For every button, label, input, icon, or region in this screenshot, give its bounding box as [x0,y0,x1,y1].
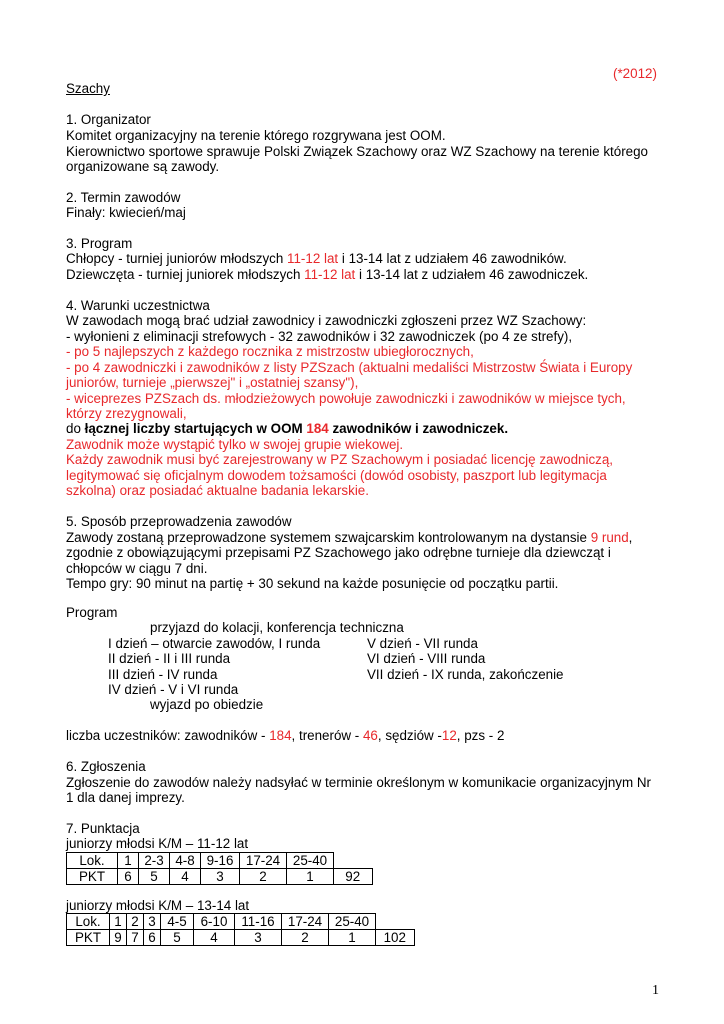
table-cell: 4-8 [170,853,201,869]
section-4-line-1: W zawodach mogą brać udział zawodnicy i zawodniczki zgłoszeni przez WZ Szachowy: [66,313,587,328]
section-4-line-11: legitymować się oficjalnym dowodem tożsamości (dowód osobisty, paszport lub legitymacja [66,468,607,483]
table-cell: 2 [127,914,144,930]
boys-text-b: i 13-14 lat z udziałem 46 zawodników. [338,251,567,266]
section-1-line-1: Komitet organizacyjny na terenie którego rozgrywana jest OOM. [66,128,446,143]
program-day-6: VI dzień - VIII runda [367,651,486,666]
section-5-line-3: chłopców w ciągu 7 dni. [66,561,208,576]
counts-text-c: , sędziów - [377,728,442,743]
section-4-line-4: - po 4 zawodniczki i zawodników z listy PZSzach (aktualni medaliści Mistrzostw Świata i Europy [66,360,633,375]
table-cell: 4 [170,869,201,885]
participant-counts [66,728,504,744]
table-cell: 2 [240,869,287,885]
table-1-caption: juniorzy młodsi K/M – 11-12 lat [66,836,249,851]
document-title: Szachy [66,81,110,96]
points-table-13-14 [66,913,415,946]
total-text-c: zawodników i zawodniczek. [328,421,509,436]
table-cell: 11-16 [235,914,282,930]
section-3-boys [66,251,567,267]
table-row [67,930,415,946]
table-cell: 17-24 [240,853,287,869]
total-text-b: łącznej liczby startujących w OOM [84,421,307,436]
section-1-heading: 1. Organizator [66,112,151,127]
program-day-7: VII dzień - IX runda, zakończenie [367,667,564,682]
table-cell: 9-16 [201,853,240,869]
section-4-line-5: juniorów, turnieje „pierwszej" i „ostatniej szansy"), [66,375,359,390]
section-4-heading: 4. Warunki uczestnictwa [66,298,210,313]
boys-age: 11-12 lat [287,251,339,266]
counts-text-b: , trenerów - [291,728,363,743]
section-4-line-6: - wiceprezes PZSzach ds. młodzieżowych powołuje zawodniczki i zawodników w miejsce tych, [66,391,626,406]
section-7-heading: 7. Punktacja [66,821,140,836]
table-cell: 5 [139,869,170,885]
table-cell: 1 [287,869,334,885]
table-total: 92 [334,869,373,885]
table-cell: 3 [235,930,282,946]
table-cell: 25-40 [329,914,376,930]
section-6-heading: 6. Zgłoszenia [66,759,146,774]
points-table-11-12 [66,852,373,885]
table-cell: 1 [118,853,139,869]
section-4-line-10: Każdy zawodnik musi być zarejestrowany w PZ Szachowym i posiadać licencję zawodniczą, [66,452,614,467]
table-cell: Lok. [67,914,110,930]
rounds-count: 9 rund [590,530,629,545]
table-cell: 4 [194,930,235,946]
table-cell: PKT [67,869,118,885]
program-day-4: IV dzień - V i VI runda [108,682,239,697]
total-text-a: do [66,421,85,436]
girls-text-b: i 13-14 lat z udziałem 46 zawodniczek. [355,267,589,282]
table-cell: 7 [127,930,144,946]
section-3-girls [66,267,588,283]
system-text-b: , [628,530,633,545]
referees-count: 12 [441,728,457,743]
system-text-a: Zawody zostaną przeprowadzone systemem szwajcarskim kontrolowanym na dystansie [66,530,591,545]
table-cell: 5 [161,930,194,946]
total-number: 184 [306,421,329,436]
section-6-line-2: 1 dla danej imprezy. [66,790,185,805]
table-cell: 6-10 [194,914,235,930]
girls-age: 11-12 lat [304,267,356,282]
section-5-line-2: zgodnie z obowiązującymi przepisami PZ Szachowego jako odrębne turnieje dla dziewcząt i [66,545,611,560]
table-row [67,869,373,885]
table-cell: 3 [144,914,161,930]
year-note: (*2012) [613,66,657,81]
counts-text-d: , pzs - 2 [456,728,505,743]
section-4-line-12: szkolna) oraz posiadać aktualne badania lekarskie. [66,483,369,498]
section-5-heading: 5. Sposób przeprowadzenia zawodów [66,514,292,529]
table-cell: 3 [201,869,240,885]
table-cell: 6 [144,930,161,946]
page-number: 1 [652,983,659,998]
table-cell: 4-5 [161,914,194,930]
table-total: 102 [376,930,415,946]
section-2-line-1: Finały: kwiecień/maj [66,205,186,220]
girls-text-a: Dziewczęta - turniej juniorek młodszych [66,267,305,282]
players-count: 184 [269,728,292,743]
boys-text-a: Chłopcy - turniej juniorów młodszych [66,251,288,266]
table-cell: 25-40 [287,853,334,869]
program-day-3: III dzień - IV runda [108,667,218,682]
section-4-line-7: którzy zrezygnowali, [66,406,187,421]
section-1-line-2: Kierownictwo sportowe sprawuje Polski Związek Szachowy oraz WZ Szachowy na terenie którego [66,144,648,159]
program-day-5: V dzień - VII runda [367,636,478,651]
table-cell: 1 [329,930,376,946]
table-cell: 17-24 [282,914,329,930]
table-row [67,853,373,869]
table-cell: PKT [67,930,110,946]
section-5-line-4: Tempo gry: 90 minut na partię + 30 sekund na każde posunięcie od początku partii. [66,576,559,591]
table-cell: 6 [118,869,139,885]
table-cell: 2-3 [139,853,170,869]
table-cell: 1 [110,914,127,930]
program-day-1: I dzień – otwarcie zawodów, I runda [108,636,321,651]
program-arrival: przyjazd do kolacji, konferencja techniczna [150,620,404,635]
program-departure: wyjazd po obiedzie [150,697,264,712]
section-5-line-1 [66,530,632,546]
table-cell: Lok. [67,853,118,869]
program-heading: Program [66,605,118,620]
section-1-line-3: organizowane są zawody. [66,159,220,174]
section-2-heading: 2. Termin zawodów [66,190,181,205]
counts-text-a: liczba uczestników: zawodników - [66,728,270,743]
section-4-line-9: Zawodnik może wystąpić tylko w swojej grupie wiekowej. [66,437,404,452]
table-2-caption: juniorzy młodsi K/M – 13-14 lat [66,898,250,913]
section-4-line-2: - wyłonieni z eliminacji strefowych - 32 zawodników i 32 zawodniczek (po 4 ze strefy), [66,329,573,344]
table-cell: 2 [282,930,329,946]
section-6-line-1: Zgłoszenie do zawodów należy nadsyłać w terminie określonym w komunikacie organizacyjnym Nr [66,775,651,790]
table-cell: 9 [110,930,127,946]
table-row [67,914,415,930]
section-4-line-3: - po 5 najlepszych z każdego rocznika z mistrzostw ubiegłorocznych, [66,344,474,359]
section-4-total-line [66,421,508,437]
coaches-count: 46 [362,728,378,743]
section-3-heading: 3. Program [66,236,133,251]
program-day-2: II dzień - II i III runda [108,651,231,666]
